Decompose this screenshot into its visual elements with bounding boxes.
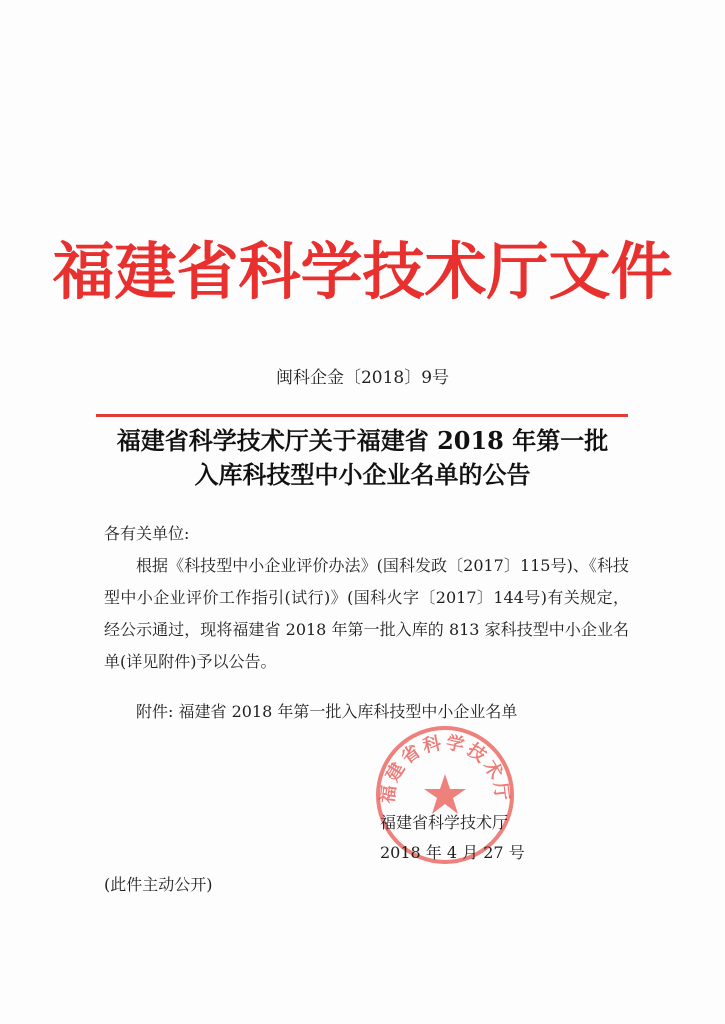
signature-block (380, 808, 525, 868)
masthead-title: 福建省科学技术厅文件 (52, 235, 673, 308)
red-divider-line (96, 414, 628, 417)
issuer-name: 福建省科学技术厅 (380, 813, 509, 832)
disclosure-note: (此件主动公开) (104, 875, 213, 894)
document-body (104, 518, 629, 728)
salutation: 各有关单位: (104, 524, 190, 543)
document-title (80, 424, 645, 492)
seal-text: 福建省科学技术厅 (377, 732, 513, 805)
attachment-line: 附件: 福建省 2018 年第一批入库科技型中小企业名单 (136, 702, 518, 721)
document-title-line-2: 入库科技型中小企业名单的公告 (194, 460, 531, 489)
issue-date: 2018 年 4 月 27 号 (380, 843, 525, 862)
document-number: 闽科企金〔2018〕9号 (275, 368, 450, 388)
main-paragraph: 根据《科技型中小企业评价办法》(国科发政〔2017〕115号)、《科技型中小企业评价工作指引(试行)》(国科火字〔2017〕144号)有关规定，经公示通过，现将福建省 2018 年第一批入库的 813 家科技型中小企业名单(详见附件)予以公告。 (104, 556, 629, 671)
document-title-line-1: 福建省科学技术厅关于福建省 2018 年第一批 (116, 426, 609, 455)
